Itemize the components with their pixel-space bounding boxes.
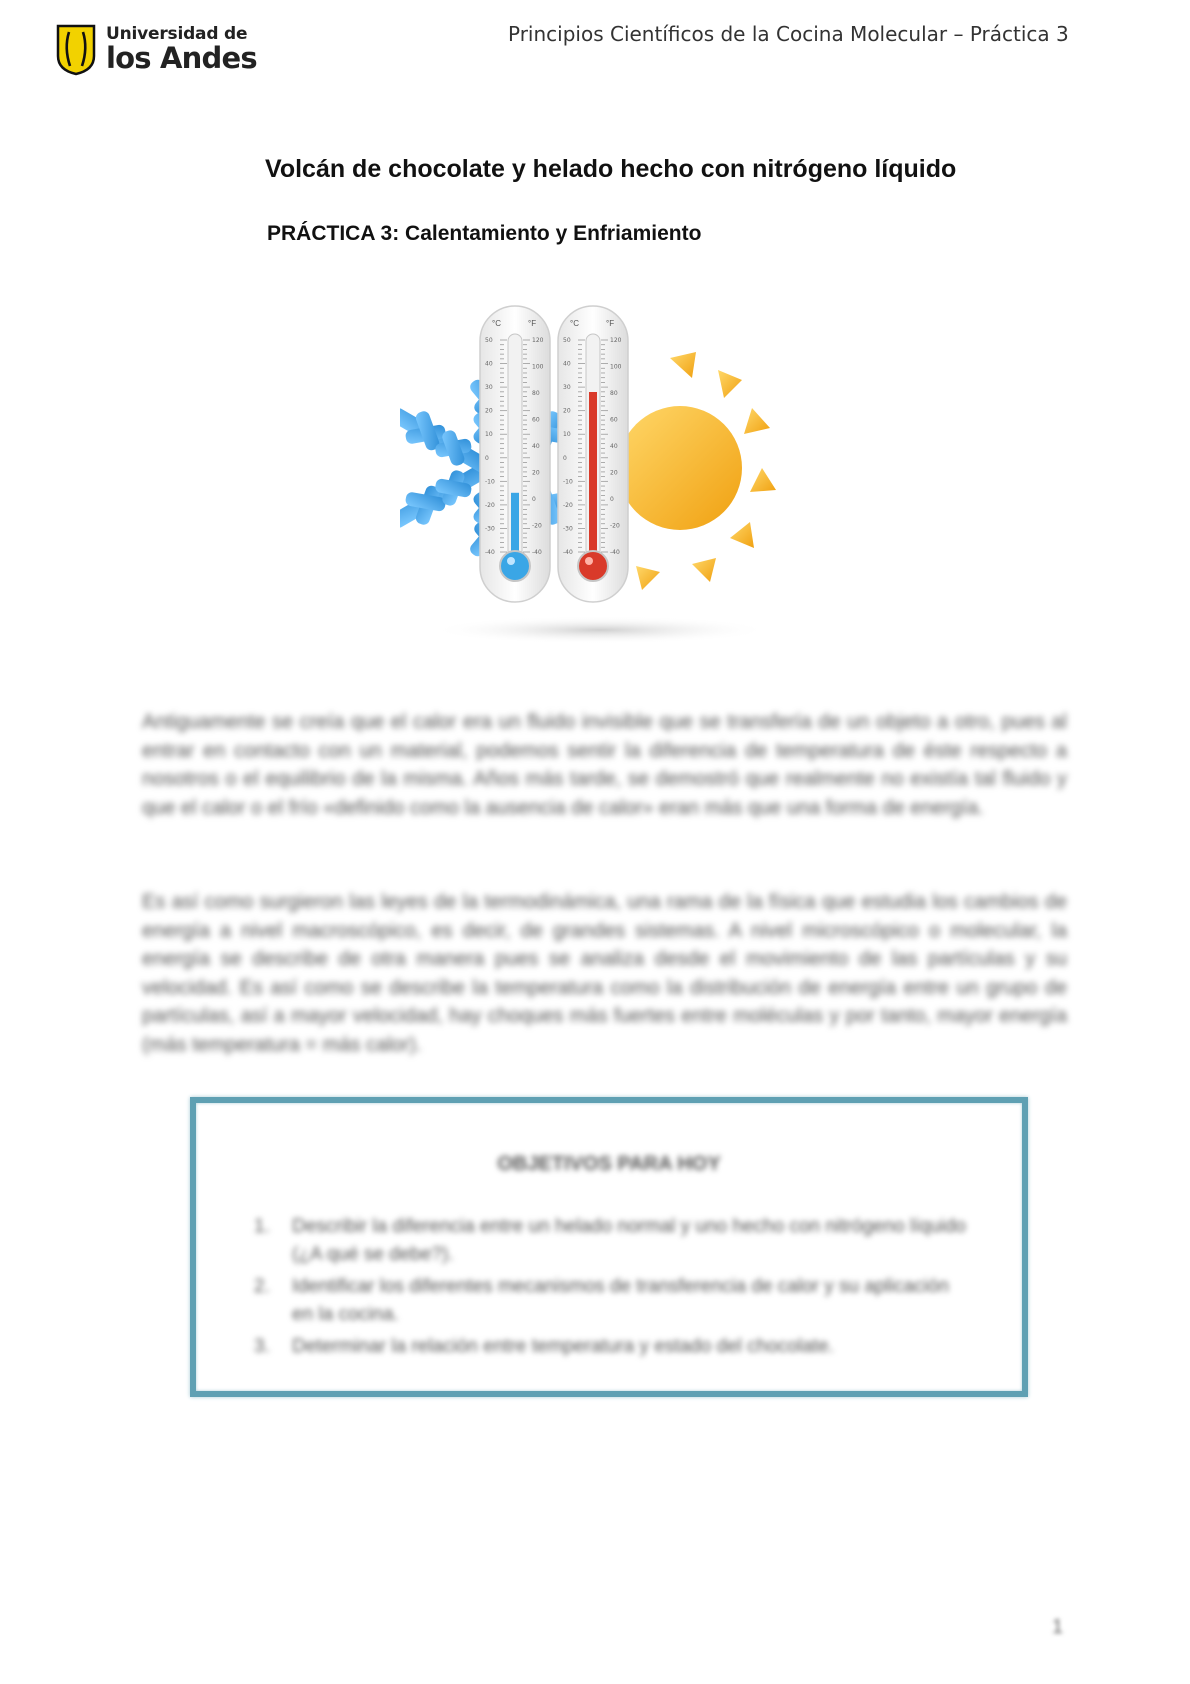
university-shield-icon [54, 22, 98, 76]
objective-number: 3. [254, 1336, 270, 1357]
fahrenheit-tick-label: 120 [532, 337, 544, 344]
objective-number: 2. [254, 1276, 270, 1297]
celsius-unit-label: °C [492, 319, 501, 328]
logo-line-1: Universidad de [106, 23, 248, 44]
objectives-title: OBJETIVOS PARA HOY [497, 1153, 721, 1175]
body-paragraph-2: Es así como surgieron las leyes de la termodinámica, una rama de la física que estudia los cambios de energía a nivel macroscópico, es decir, de grandes sistemas. A nivel microscópico o molecular, la energía se describe de otra manera pues se analiza desde el movimiento de las partículas y su velocidad. Es así como se describe la temperatura como la distribución de energía entre un grupo de partículas, así a mayor velocidad, hay choques más fuertes entre moléculas y por tanto, mayor energía (más temperatura = más calor). [142, 891, 1067, 1056]
celsius-tick-label: 20 [563, 407, 571, 415]
objectives-box [190, 1097, 1028, 1397]
logo-line-2: los Andes [106, 40, 257, 75]
celsius-tick-label: -40 [563, 549, 573, 556]
celsius-tick-label: 40 [485, 360, 493, 368]
fahrenheit-tick-label: 0 [610, 496, 614, 503]
celsius-tick-label: -20 [563, 501, 573, 509]
university-logo [54, 22, 257, 76]
running-header-title: Principios Científicos de la Cocina Molecular – Práctica 3 [508, 22, 1069, 46]
celsius-tick-label: 20 [485, 407, 493, 415]
celsius-tick-label: -30 [563, 525, 573, 533]
celsius-tick-label: -10 [485, 478, 495, 486]
objective-text: Identificar los diferentes mecanismos de transferencia de calor y su aplicación en la cocina. [292, 1276, 949, 1325]
celsius-tick-label: 10 [485, 431, 493, 439]
fahrenheit-tick-label: 80 [532, 390, 540, 397]
celsius-tick-label: 0 [485, 454, 489, 462]
celsius-tick-label: 50 [563, 337, 571, 344]
floor-shadow [430, 616, 770, 644]
fahrenheit-tick-label: 60 [610, 416, 618, 424]
celsius-tick-label: 0 [563, 454, 567, 462]
celsius-unit-label: °C [570, 319, 579, 328]
fahrenheit-unit-label: °F [528, 319, 537, 328]
fahrenheit-tick-label: -20 [532, 522, 542, 530]
objective-item [254, 1333, 974, 1361]
cold-thermometer [480, 306, 550, 602]
fahrenheit-tick-label: -40 [610, 549, 620, 556]
celsius-tick-label: 30 [485, 384, 493, 392]
celsius-tick-label: -10 [563, 478, 573, 486]
objective-item [254, 1213, 974, 1269]
fahrenheit-tick-label: 120 [610, 337, 622, 344]
page-number: 1 [1052, 1616, 1064, 1638]
fahrenheit-tick-label: 100 [610, 363, 622, 371]
document-title: Volcán de chocolate y helado hecho con nitrógeno líquido [265, 155, 957, 183]
fahrenheit-tick-label: 0 [532, 496, 536, 503]
celsius-tick-label: 40 [563, 360, 571, 368]
fahrenheit-tick-label: -20 [610, 522, 620, 530]
fahrenheit-tick-label: 20 [610, 469, 618, 477]
fahrenheit-tick-label: 20 [532, 469, 540, 477]
fahrenheit-tick-label: 60 [532, 416, 540, 424]
fahrenheit-unit-label: °F [606, 319, 615, 328]
fahrenheit-tick-label: 40 [532, 443, 540, 450]
thermometers-illustration [400, 300, 800, 650]
practice-subtitle: PRÁCTICA 3: Calentamiento y Enfriamiento [267, 222, 702, 245]
body-paragraph-1: Antiguamente se creía que el calor era un fluido invisible que se transfería de un objeto a otro, pues al entrar en contacto con un material, podemos sentir la diferencia de temperatura de éste respecto a nosotros o el equilibrio de la misma. Años más tarde, se demostró que realmente no existía tal fluido y que el calor o el frío «definido como la ausencia de calor» eran más que una forma de energía. [142, 711, 1067, 819]
celsius-tick-label: -30 [485, 525, 495, 533]
logo-wordmark [106, 23, 257, 75]
objective-number: 1. [254, 1216, 270, 1237]
celsius-tick-label: -20 [485, 501, 495, 509]
objectives-list [254, 1213, 974, 1365]
celsius-tick-label: 30 [563, 384, 571, 392]
fahrenheit-tick-label: 80 [610, 390, 618, 397]
sun-icon [618, 352, 776, 590]
hot-thermometer [558, 306, 628, 602]
celsius-tick-label: 50 [485, 337, 493, 344]
celsius-tick-label: -40 [485, 549, 495, 556]
fahrenheit-tick-label: 40 [610, 443, 618, 450]
fahrenheit-tick-label: -40 [532, 549, 542, 556]
objective-text: Describir la diferencia entre un helado normal y uno hecho con nitrógeno líquido (¿A qué se debe?). [292, 1216, 966, 1265]
objective-item [254, 1273, 974, 1329]
objective-text: Determinar la relación entre temperatura y estado del chocolate. [292, 1336, 834, 1357]
celsius-tick-label: 10 [563, 431, 571, 439]
fahrenheit-tick-label: 100 [532, 363, 544, 371]
